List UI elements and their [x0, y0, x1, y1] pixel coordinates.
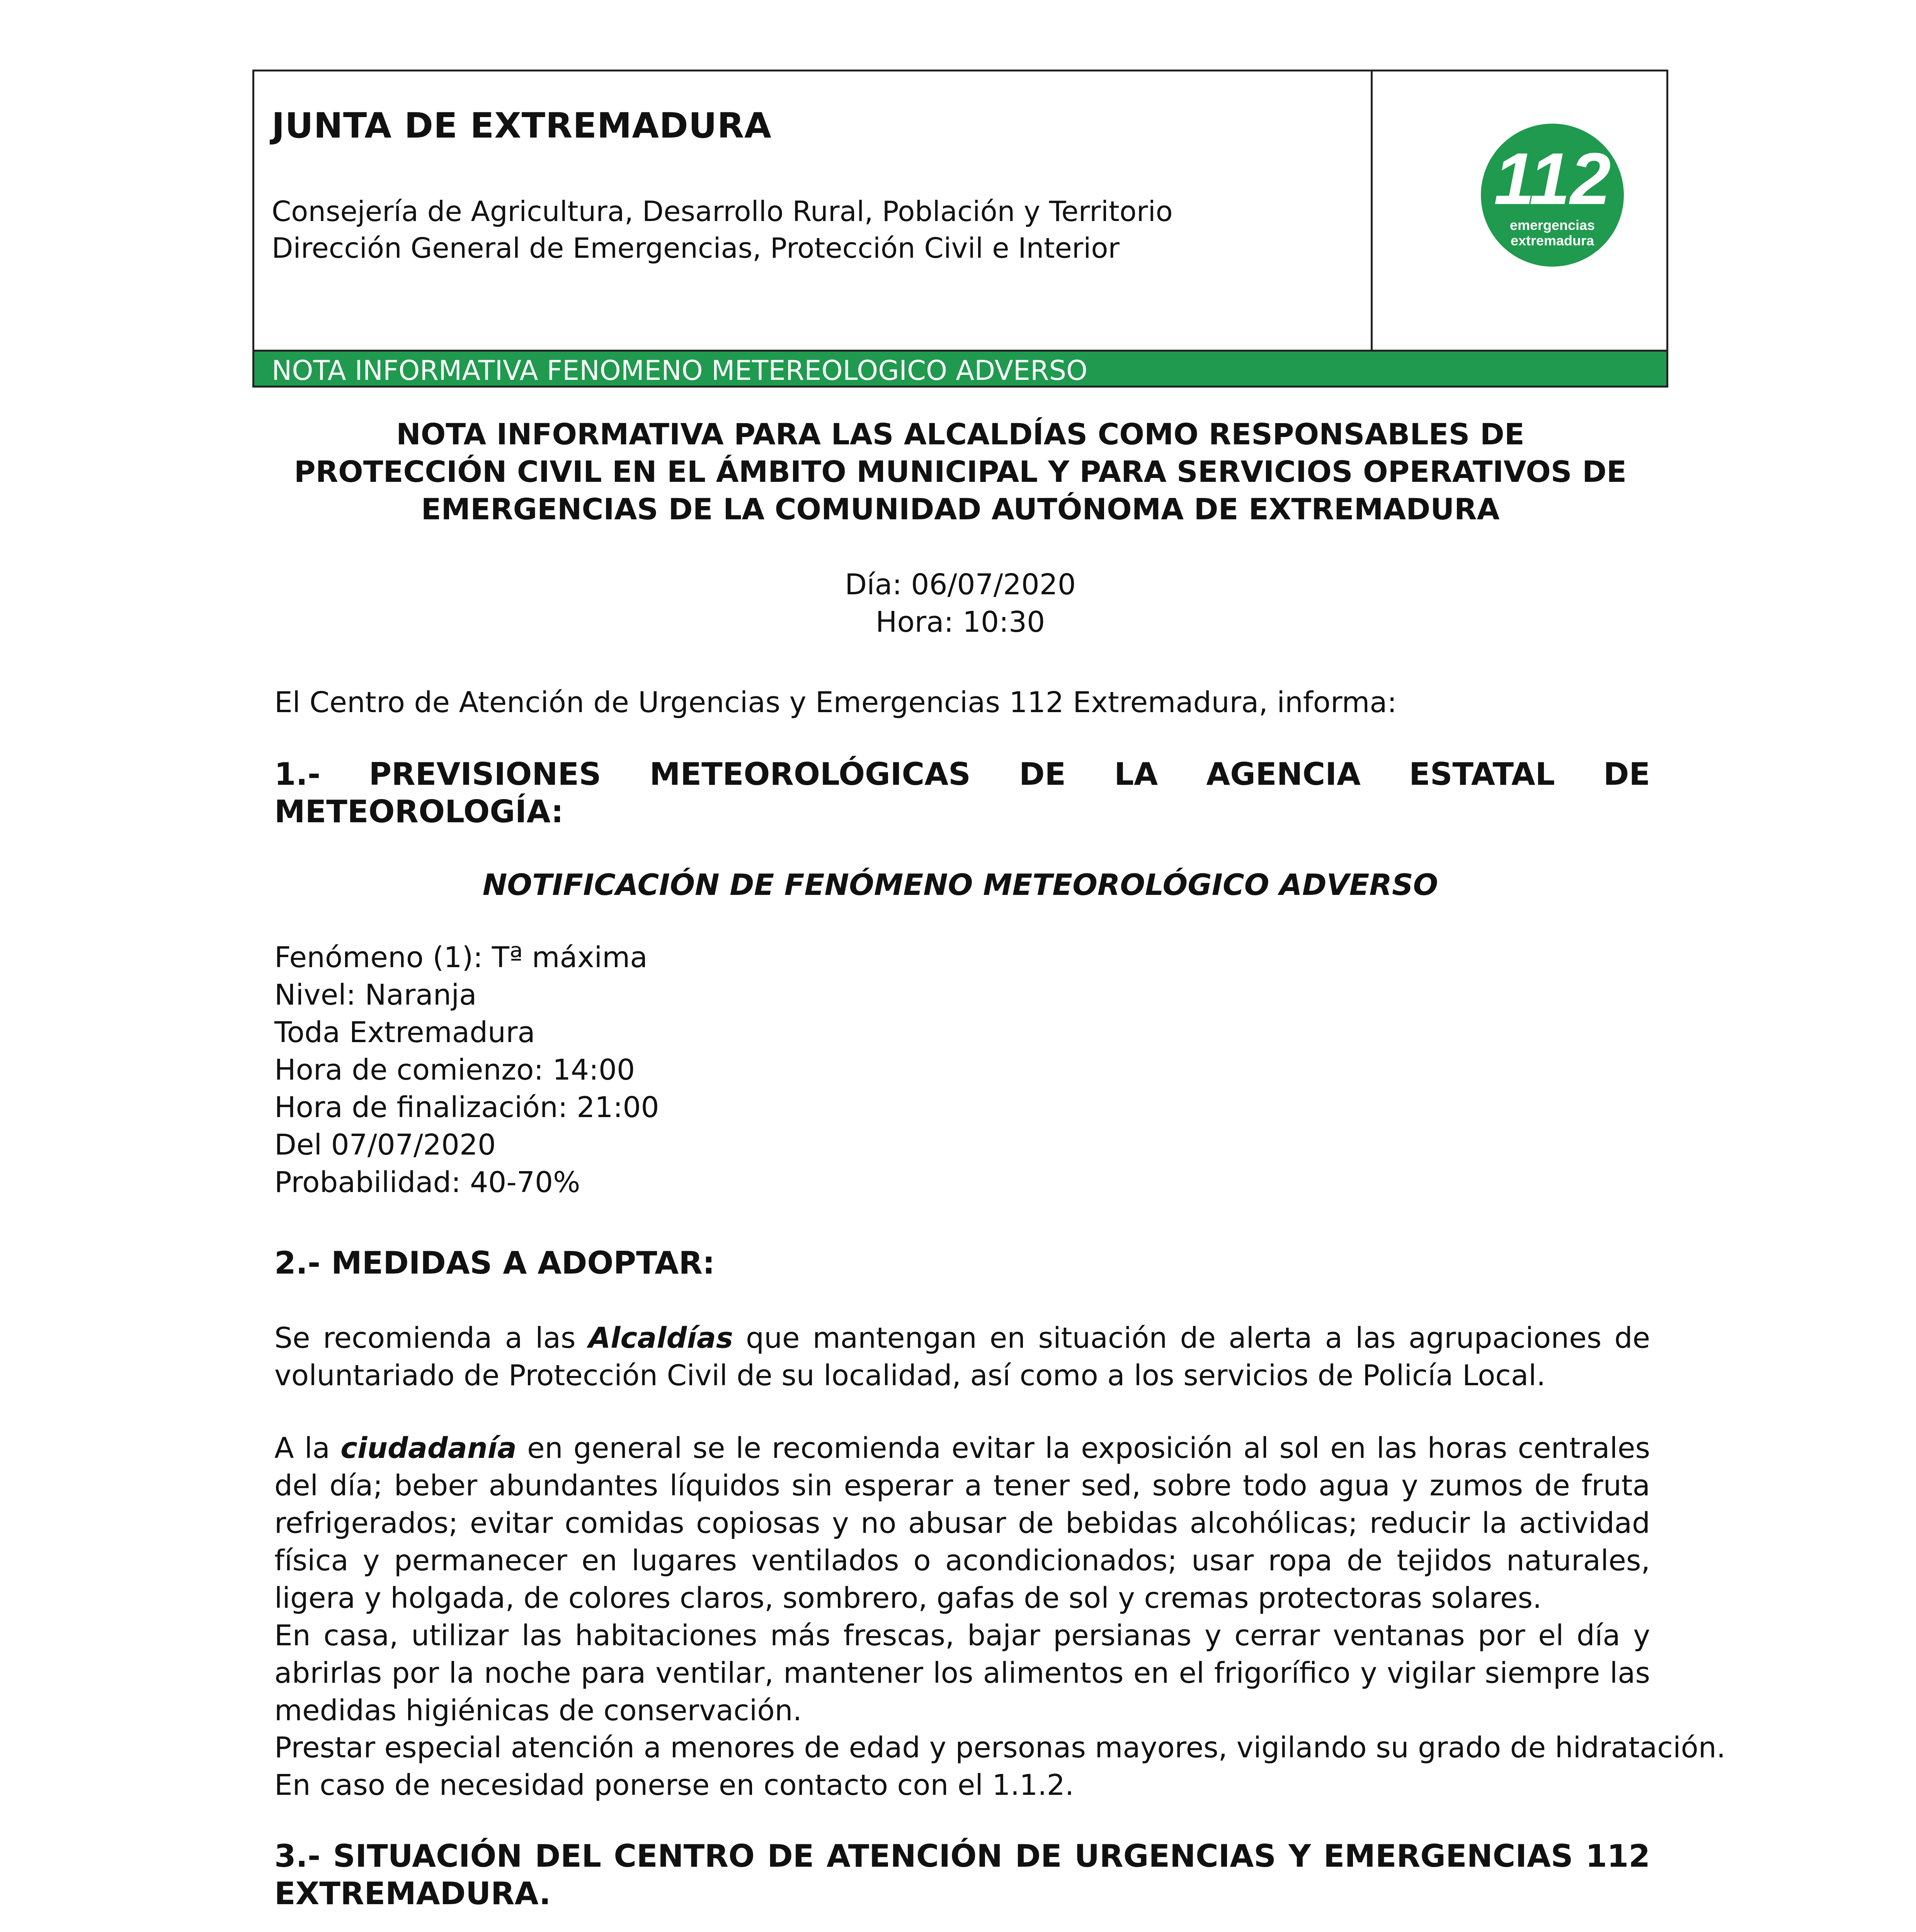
detail-level: Nivel: Naranja: [274, 978, 477, 1012]
p1-pre: Se recomienda a las: [274, 1321, 589, 1355]
intro-text: El Centro de Atención de Urgencias y Emergencias 112 Extremadura, informa:: [274, 686, 1397, 719]
section-1-title-line-1: 1.- PREVISIONES METEOROLÓGICAS DE LA AGENCIA ESTATAL DE: [274, 756, 1650, 792]
detail-start-time: Hora de comienzo: 14:00: [274, 1053, 635, 1087]
section-3-title-line-1: 3.- SITUACIÓN DEL CENTRO DE ATENCIÓN DE URGENCIAS Y EMERGENCIAS 112: [274, 1838, 1650, 1874]
detail-phenomenon: Fenómeno (1): Tª máxima: [274, 941, 648, 974]
intro-paragraph: [274, 684, 1650, 721]
logo-line-2: extremadura: [1510, 233, 1594, 248]
p4-text: Prestar especial atención a menores de edad y personas mayores, vigilando su grado de hidratación.: [274, 1731, 1726, 1764]
notification-heading: [252, 867, 1668, 902]
date-time-block: [252, 566, 1668, 641]
detail-end-time: Hora de finalización: 21:00: [274, 1091, 659, 1124]
section-2-paragraph-2: [274, 1430, 1650, 1617]
organization-name: JUNTA DE EXTREMADURA: [272, 105, 772, 146]
phenomenon-details: [274, 939, 1650, 1201]
document-title: [252, 415, 1668, 528]
section-1-title-line-2: METEOROLOGÍA:: [274, 794, 564, 830]
p1-bold: Alcaldías: [588, 1321, 733, 1355]
document-header: [252, 70, 1668, 388]
logo-number: 112: [1494, 138, 1611, 220]
header-bar-title: NOTA INFORMATIVA FENOMENO METEREOLOGICO ADVERSO: [272, 355, 1088, 386]
detail-probability: Probabilidad: 40-70%: [274, 1166, 580, 1199]
title-line-2: PROTECCIÓN CIVIL EN EL ÁMBITO MUNICIPAL Y PARA SERVICIOS OPERATIVOS DE: [294, 454, 1627, 489]
section-3-title: [274, 1837, 1650, 1912]
detail-area: Toda Extremadura: [274, 1016, 535, 1049]
p5-text: En caso de necesidad ponerse en contacto con el 1.1.2.: [274, 1769, 1074, 1802]
title-line-3: EMERGENCIAS DE LA COMUNIDAD AUTÓNOMA DE EXTREMADURA: [421, 492, 1500, 526]
section-2-paragraph-1: [274, 1320, 1650, 1395]
header-green-bar: [254, 350, 1666, 386]
section-2-title: [274, 1244, 1650, 1282]
emergencias-112-logo: [1481, 124, 1624, 267]
p2-pre: A la: [274, 1432, 341, 1465]
header-logo-cell: [1373, 71, 1666, 350]
date-line: Día: 06/07/2020: [845, 568, 1076, 601]
notification-title: NOTIFICACIÓN DE FENÓMENO METEOROLÓGICO ADVERSO: [482, 867, 1438, 902]
header-text-cell: [254, 71, 1373, 350]
logo-line-1: emergencias: [1509, 217, 1595, 233]
section-3-title-line-2: EXTREMADURA.: [274, 1876, 551, 1912]
p2-post: en general se le recomienda evitar la exposición al sol en las horas centrales del día; beber abundantes líquidos sin esperar a tener sed, sobre todo agua y zumos de fruta refrigerados; evitar comidas copiosas y no abusar de bebidas alcohólicas; reducir la actividad física y permanecer en lugares ventilados o acondicionados; usar ropa de tejidos naturales, ligera y holgada, de colores claros, sombrero, gafas de sol y cremas protectoras solares.: [274, 1432, 1650, 1615]
p2-bold: ciudadanía: [340, 1432, 517, 1465]
section-2-paragraph-5: [274, 1767, 1650, 1804]
section-1-title: [274, 755, 1650, 830]
section-2-paragraph-4: [274, 1729, 1726, 1767]
title-line-1: NOTA INFORMATIVA PARA LAS ALCALDÍAS COMO RESPONSABLES DE: [396, 417, 1525, 451]
department-line-1: Consejería de Agricultura, Desarrollo Rural, Población y Territorio: [272, 195, 1173, 228]
p1-post: que mantengan en situación de alerta a las agrupaciones de voluntariado de Protección Civil de su localidad, así como a los servicios de Policía Local.: [274, 1321, 1650, 1392]
time-line: Hora: 10:30: [875, 605, 1045, 639]
department-line-2: Dirección General de Emergencias, Protección Civil e Interior: [272, 232, 1120, 264]
section-2-title-text: 2.- MEDIDAS A ADOPTAR:: [274, 1245, 715, 1281]
section-2-paragraph-3: En casa, utilizar las habitaciones más frescas, bajar persianas y cerrar ventanas por el día y abrirlas por la noche para ventilar, mantener los alimentos en el frigorífico y vigilar siempre las medidas higiénicas de conservación.: [274, 1619, 1650, 1727]
detail-date: Del 07/07/2020: [274, 1128, 496, 1162]
